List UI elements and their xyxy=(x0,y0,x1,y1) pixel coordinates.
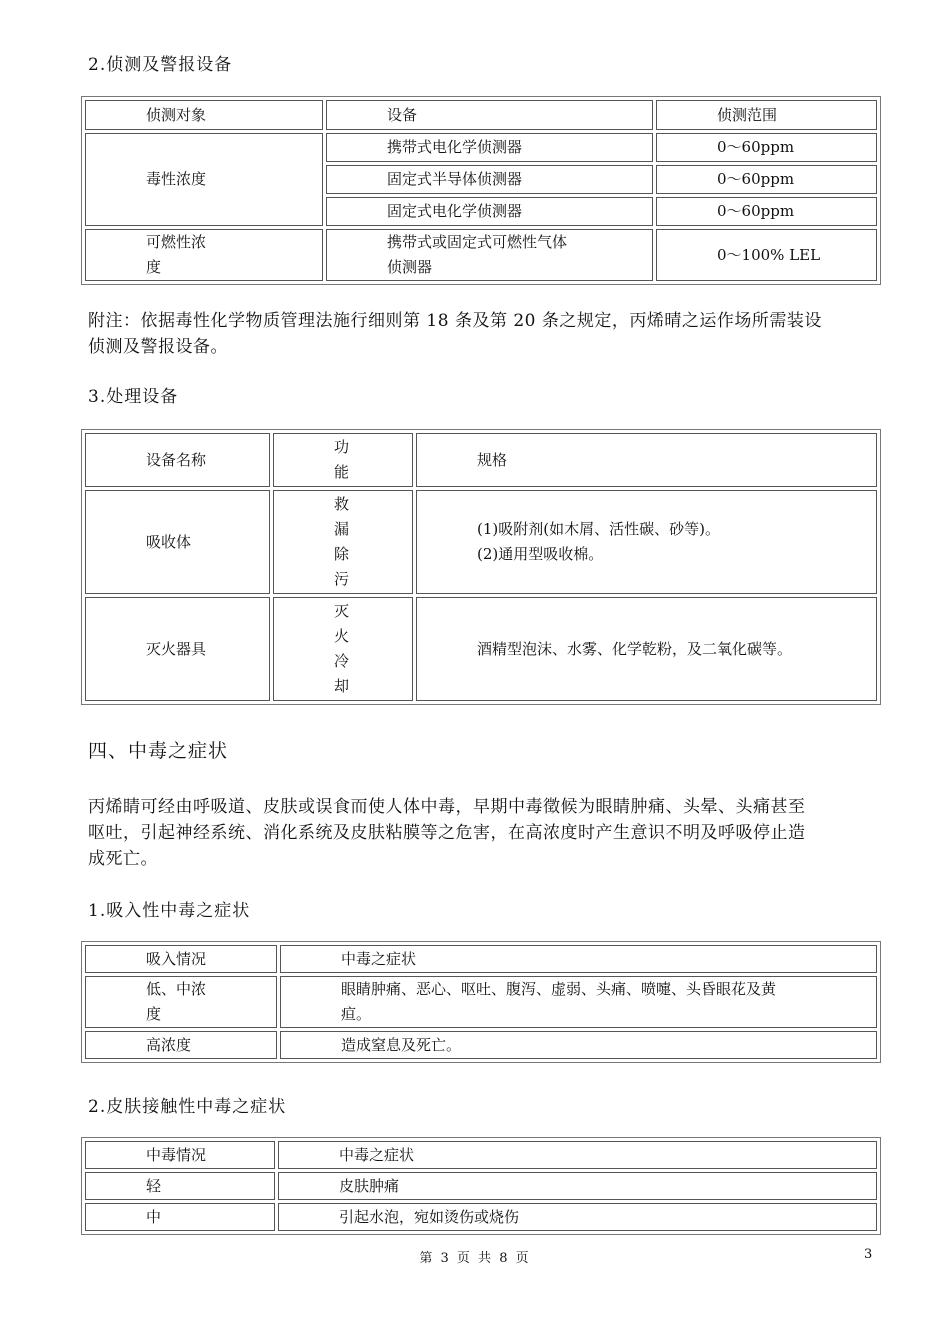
skin-level-cell: 中 xyxy=(85,1203,275,1231)
table-header: 功 xyxy=(334,438,350,456)
note-line: 侦测及警报设备。 xyxy=(88,337,228,357)
flammable-label-line: 可燃性浓 xyxy=(146,233,207,251)
spec-line: (2)通用型吸收棉。 xyxy=(477,545,604,563)
spec-cell: 酒精型泡沫、水雾、化学乾粉，及二氧化碳等。 xyxy=(416,597,877,701)
section-title-treatment: 3.处理设备 xyxy=(88,387,179,407)
function-char: 却 xyxy=(334,677,350,695)
table-header: 吸入情况 xyxy=(85,945,277,973)
table-header: 能 xyxy=(334,463,350,481)
symptom-cell xyxy=(280,976,877,1028)
detection-note xyxy=(88,308,888,360)
function-cell xyxy=(273,490,413,594)
note-line: 附注：依据毒性化学物质管理法施行细则第 18 条及第 20 条之规定，丙烯晴之运作场所需装设 xyxy=(88,311,822,331)
range-cell: 0～60ppm xyxy=(656,133,877,162)
range-cell: 0～60ppm xyxy=(656,197,877,226)
paragraph-line: 成死亡。 xyxy=(88,849,158,869)
page-count: 第 3 页 共 8 页 xyxy=(419,1251,531,1266)
table-header: 中毒之症状 xyxy=(280,945,877,973)
function-cell xyxy=(273,597,413,701)
skin-level-cell: 轻 xyxy=(85,1172,275,1200)
function-char: 火 xyxy=(334,627,350,645)
spec-cell xyxy=(416,490,877,594)
symptom-line: 疸。 xyxy=(341,1005,372,1023)
range-cell: 0～60ppm xyxy=(656,165,877,194)
detection-table xyxy=(81,96,881,285)
symptom-cell: 引起水泡，宛如烫伤或烧伤 xyxy=(278,1203,877,1231)
symptoms-paragraph xyxy=(88,794,888,872)
skin-table xyxy=(81,1137,881,1235)
device-cell: 固定式半导体侦测器 xyxy=(326,165,653,194)
symptom-cell: 皮肤肿痛 xyxy=(278,1172,877,1200)
treatment-table xyxy=(81,429,881,705)
function-char: 冷 xyxy=(334,652,350,670)
device-cell: 固定式电化学侦测器 xyxy=(326,197,653,226)
section-title-symptoms: 四、中毒之症状 xyxy=(88,740,229,762)
paragraph-line: 呕吐，引起神经系统、消化系统及皮肤粘膜等之危害，在高浓度时产生意识不明及呼吸停止造 xyxy=(88,823,806,843)
inhalation-level-cell: 高浓度 xyxy=(85,1031,277,1059)
level-line: 度 xyxy=(146,1005,162,1023)
table-header: 设备 xyxy=(326,100,653,130)
table-header: 设备名称 xyxy=(85,433,270,487)
table-header: 中毒情况 xyxy=(85,1141,275,1169)
function-char: 污 xyxy=(334,570,350,588)
flammable-label-cell xyxy=(85,229,323,281)
flammable-device-line: 侦测器 xyxy=(387,258,433,276)
function-char: 除 xyxy=(334,545,350,563)
function-char: 漏 xyxy=(334,520,350,538)
flammable-label-line: 度 xyxy=(146,258,162,276)
equipment-name-cell: 吸收体 xyxy=(85,490,270,594)
function-header-cell xyxy=(273,433,413,487)
inhalation-table xyxy=(81,941,881,1063)
symptom-line: 眼睛肿痛、恶心、呕吐、腹泻、虚弱、头痛、喷嚏、头昏眼花及黄 xyxy=(341,980,777,998)
page-number: 3 xyxy=(864,1247,873,1262)
section-title-inhalation: 1.吸入性中毒之症状 xyxy=(88,901,251,921)
equipment-name-cell: 灭火器具 xyxy=(85,597,270,701)
symptom-cell: 造成窒息及死亡。 xyxy=(280,1031,877,1059)
flammable-device-cell xyxy=(326,229,653,281)
table-header: 规格 xyxy=(416,433,877,487)
level-line: 低、中浓 xyxy=(146,980,207,998)
paragraph-line: 丙烯睛可经由呼吸道、皮肤或误食而使人体中毒，早期中毒徵候为眼睛肿痛、头晕、头痛甚至 xyxy=(88,797,806,817)
function-char: 灭 xyxy=(334,602,350,620)
device-cell: 携带式电化学侦测器 xyxy=(326,133,653,162)
table-header: 侦测对象 xyxy=(85,100,323,130)
function-char: 救 xyxy=(334,495,350,513)
range-cell: 0～100% LEL xyxy=(656,229,877,281)
section-title-skin: 2.皮肤接触性中毒之症状 xyxy=(88,1097,287,1117)
section-title-detection: 2.侦测及警报设备 xyxy=(88,55,233,75)
flammable-device-line: 携带式或固定式可燃性气体 xyxy=(387,233,568,251)
inhalation-level-cell xyxy=(85,976,277,1028)
spec-line: (1)吸附剂(如木屑、活性碳、砂等)。 xyxy=(477,520,720,538)
table-header: 侦测范围 xyxy=(656,100,877,130)
toxic-label-cell: 毒性浓度 xyxy=(85,133,323,226)
table-header: 中毒之症状 xyxy=(278,1141,877,1169)
